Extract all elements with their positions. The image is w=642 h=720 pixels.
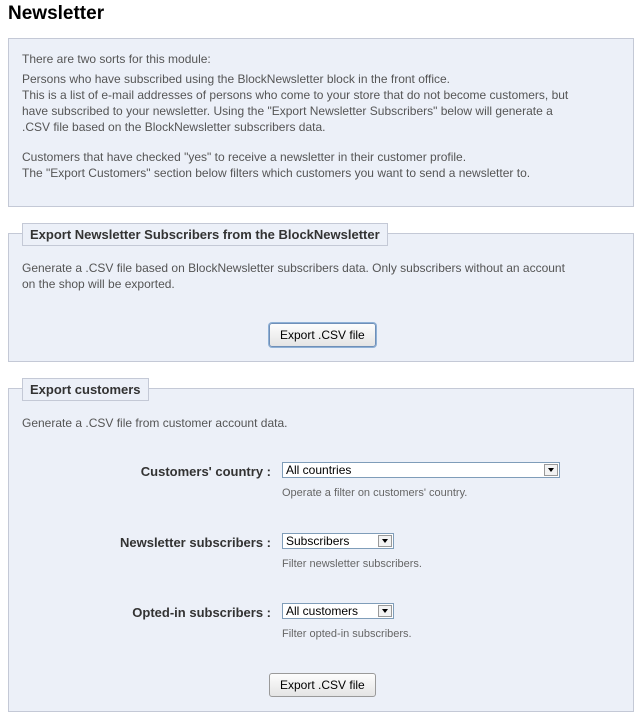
chevron-down-icon[interactable] [544,464,558,476]
chevron-down-icon[interactable] [378,535,392,547]
description-line: Generate a .CSV file based on BlockNewsletter subscribers data. Only subscribers without an account [22,261,565,275]
optin-subscribers-select[interactable] [282,603,394,619]
description-line: on the shop will be exported. [22,277,175,291]
intro-line: Customers that have checked "yes" to receive a newsletter in their customer profile. [22,150,467,164]
newsletter-subscribers-select[interactable] [282,533,394,549]
export-customers-fieldset [8,382,634,712]
newsletter-subscribers-value: Subscribers [286,534,350,548]
intro-line: This is a list of e-mail addresses of persons who come to your store that do not become customers, but [22,88,569,102]
newsletter-subscribers-hint: Filter newsletter subscribers. [282,558,422,570]
intro-line: have subscribed to your newsletter. Using the "Export Newsletter Subscribers" below will generate a [22,104,553,118]
customers-country-label: Customers' country : [140,464,271,479]
customers-country-select[interactable] [282,462,560,478]
optin-subscribers-label: Opted-in subscribers : [132,605,271,620]
optin-subscribers-value: All customers [286,604,359,618]
export-subscribers-fieldset [8,227,634,362]
chevron-down-icon[interactable] [378,605,392,617]
export-customers-button[interactable]: Export .CSV file [269,673,376,697]
intro-line: Persons who have subscribed using the BlockNewsletter block in the front office. [22,72,451,86]
export-subscribers-legend: Export Newsletter Subscribers from the BlockNewsletter [22,223,388,246]
export-customers-description: Generate a .CSV file from customer account data. [22,416,288,430]
newsletter-subscribers-label: Newsletter subscribers : [119,535,271,550]
export-subscribers-description [22,260,622,292]
module-description-panel [8,38,634,207]
customers-country-hint: Operate a filter on customers' country. [282,487,468,499]
page-title: Newsletter [8,3,105,24]
intro-line: There are two sorts for this module: [22,52,211,66]
optin-subscribers-hint: Filter opted-in subscribers. [282,628,412,640]
export-subscribers-button[interactable]: Export .CSV file [269,323,376,347]
export-customers-legend: Export customers [22,378,149,401]
intro-line: The "Export Customers" section below filters which customers you want to send a newsletter to. [22,166,531,180]
customers-country-value: All countries [286,463,352,477]
intro-line: .CSV file based on the BlockNewsletter subscribers data. [22,120,326,134]
